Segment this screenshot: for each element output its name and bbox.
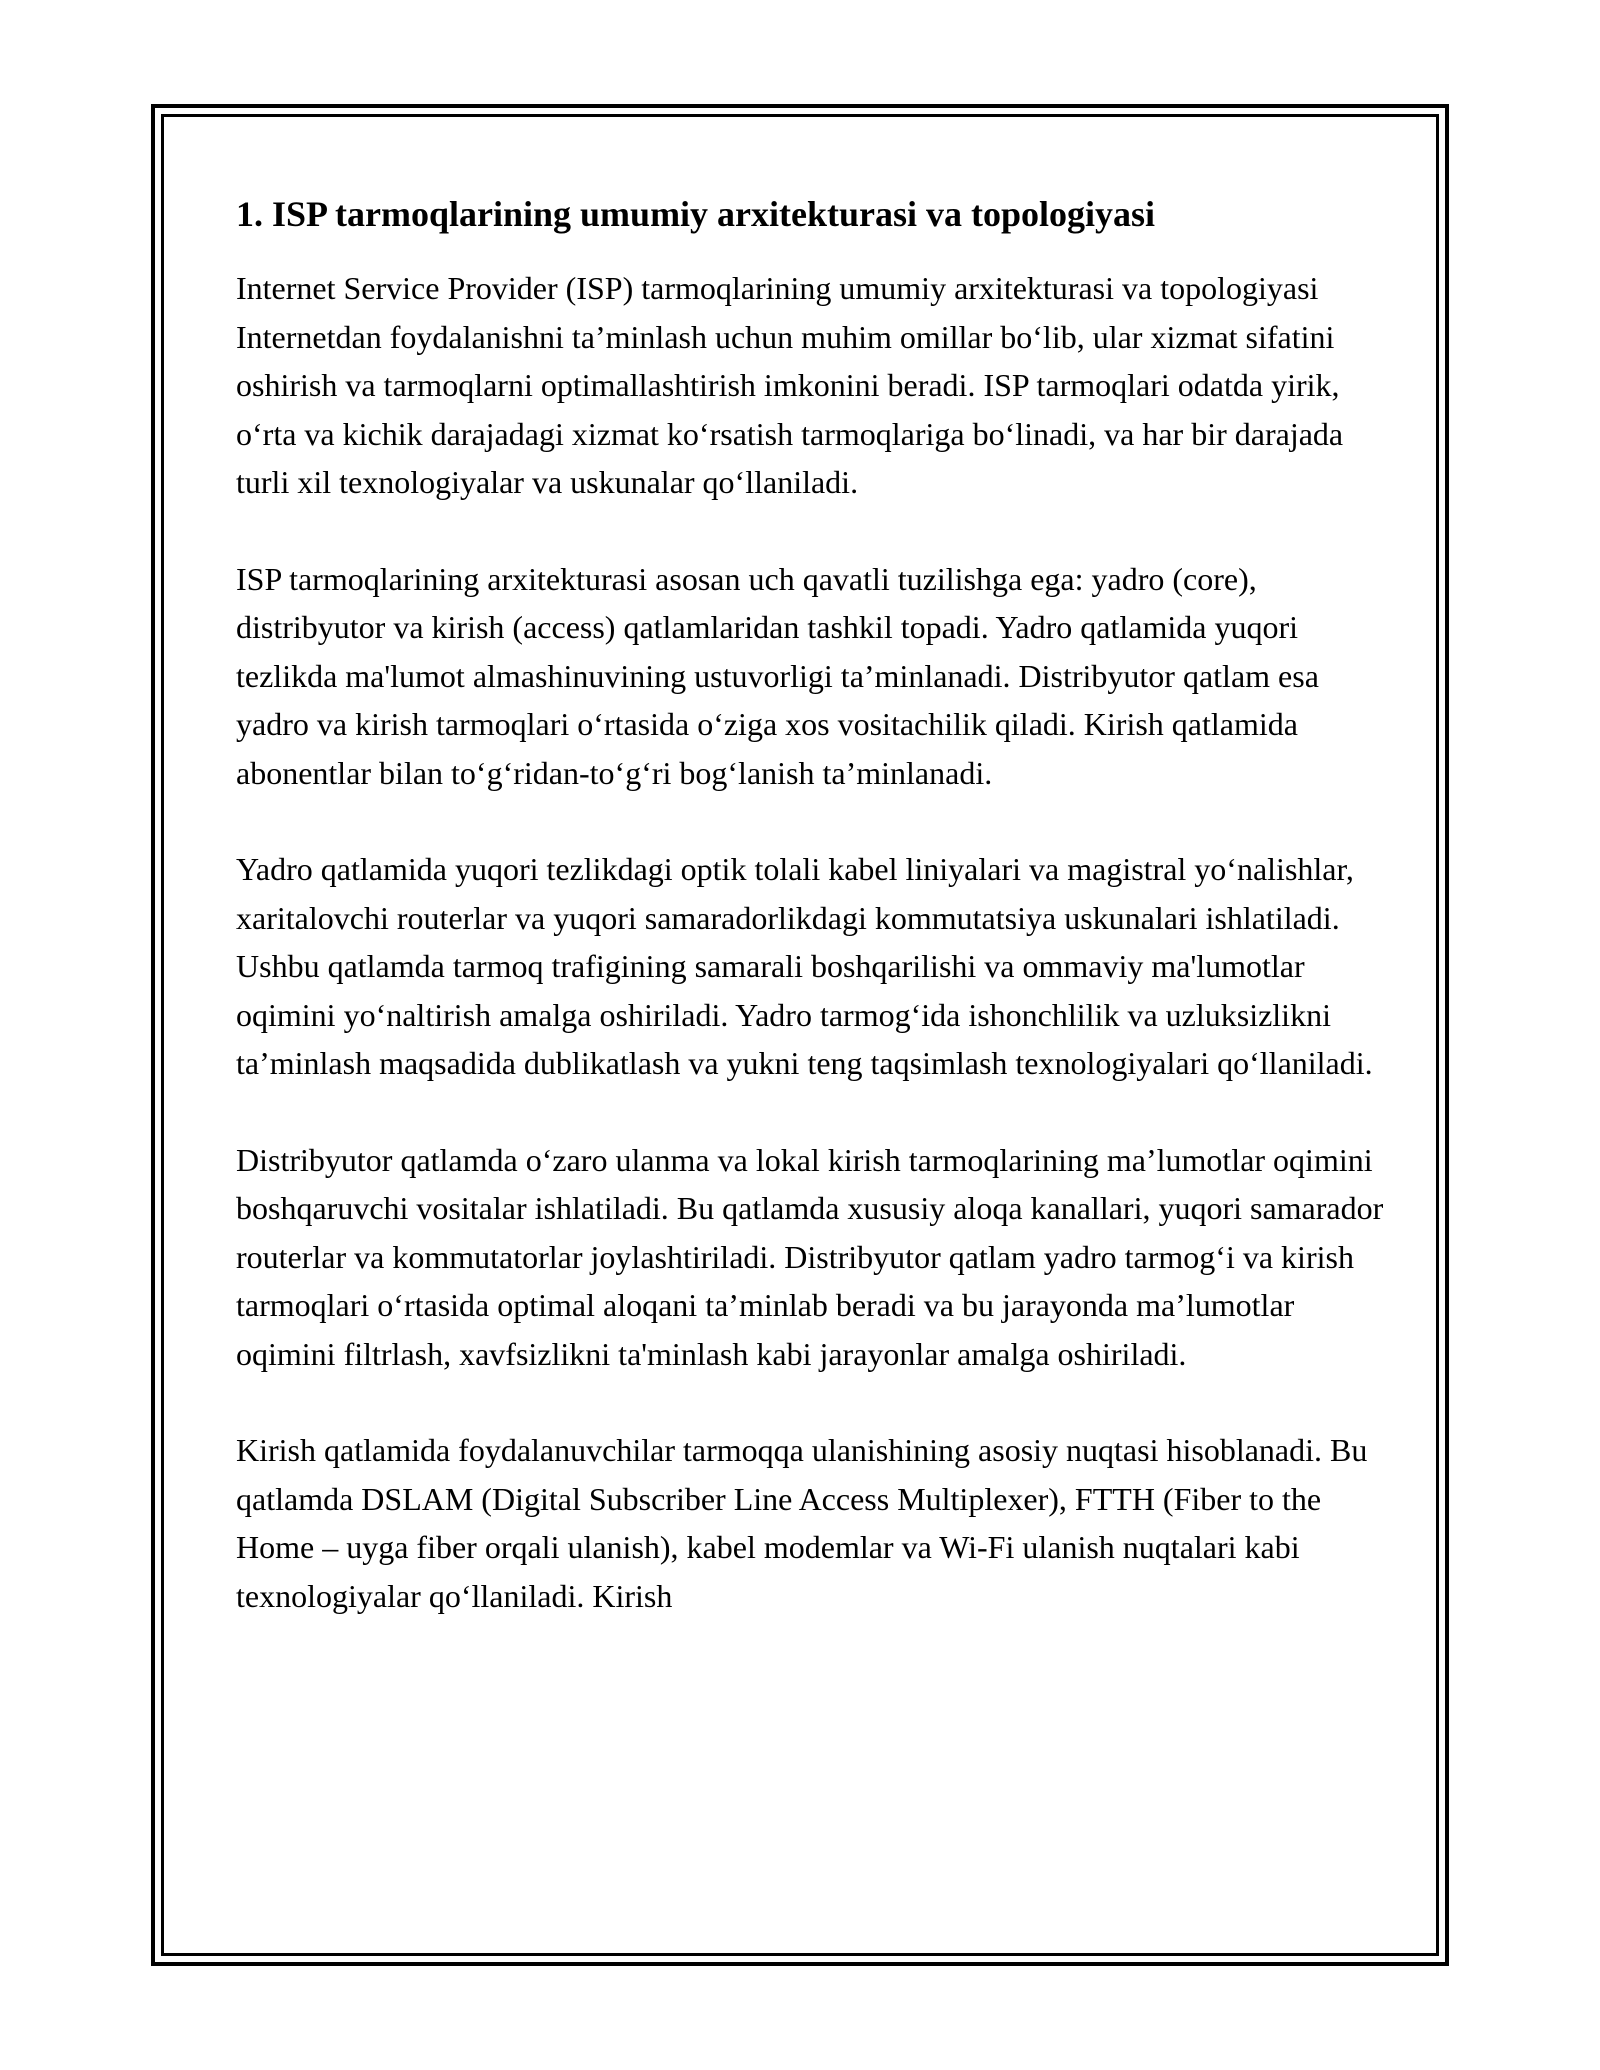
paragraph-intro: Internet Service Provider (ISP) tarmoqlarining umumiy arxitekturasi va topologiyasi Internetdan foydalanishni ta’minlash uchun muhim omillar bo‘lib, ular xizmat sifatini oshirish va tarmoqlarni optimallashtirish imkonini beradi. ISP tarmoqlari odatda yirik, o‘rta va kichik darajadagi xizmat ko‘rsatish tarmoqlariga bo‘linadi, va har bir darajada turli xil texnologiyalar va uskunalar qo‘llaniladi. [236, 270, 1344, 500]
document-body [236, 184, 1386, 1668]
paragraph-distribution-layer: Distribyutor qatlamda o‘zaro ulanma va lokal kirish tarmoqlarining ma’lumotlar oqimini boshqaruvchi vositalar ishlatiladi. Bu qatlamda xususiy aloqa kanallari, yuqori samarador routerlar va kommutatorlar joylashtiriladi. Distribyutor qatlam yadro tarmog‘i va kirish tarmoqlari o‘rtasida optimal aloqani ta’minlab beradi va bu jarayonda ma’lumotlar oqimini filtrlash, xavfsizlikni ta'minlash kabi jarayonlar amalga oshiriladi. [236, 1141, 1384, 1372]
paragraph-access-layer: Kirish qatlamida foydalanuvchilar tarmoqqa ulanishining asosiy nuqtasi hisoblanadi. Bu qatlamda DSLAM (Digital Subscriber Line Access Multiplexer), FTTH (Fiber to the Home – uyga fiber orqali ulanish), kabel modemlar va Wi-Fi ulanish nuqtalari kabi texnologiyalar qo‘llaniladi. Kirish [236, 1432, 1368, 1614]
paragraph-architecture: ISP tarmoqlarining arxitekturasi asosan uch qavatli tuzilishga ega: yadro (core), distribyutor va kirish (access) qatlamlaridan tashkil topadi. Yadro qatlamida yuqori tezlikda ma'lumot almashinuvining ustuvorligi ta’minlanadi. Distribyutor qatlam esa yadro va kirish tarmoqlari o‘rtasida o‘ziga xos vositachilik qiladi. Kirish qatlamida abonentlar bilan to‘g‘ridan-to‘g‘ri bog‘lanish ta’minlanadi. [236, 560, 1319, 791]
section-heading: 1. ISP tarmoqlarining umumiy arxitekturasi va topologiyasi [236, 194, 1156, 234]
paragraph-core-layer: Yadro qatlamida yuqori tezlikdagi optik tolali kabel liniyalari va magistral yo‘nalishlar, xaritalovchi routerlar va yuqori samaradorlikdagi kommutatsiya uskunalari ishlatiladi. Ushbu qatlamda tarmoq trafigining samarali boshqarilishi va ommaviy ma'lumotlar oqimini yo‘naltirish amalga oshiriladi. Yadro tarmog‘ida ishonchlilik va uzluksizlikni ta’minlash maqsadida dublikatlash va yukni teng taqsimlash texnologiyalari qo‘llaniladi. [236, 851, 1373, 1081]
